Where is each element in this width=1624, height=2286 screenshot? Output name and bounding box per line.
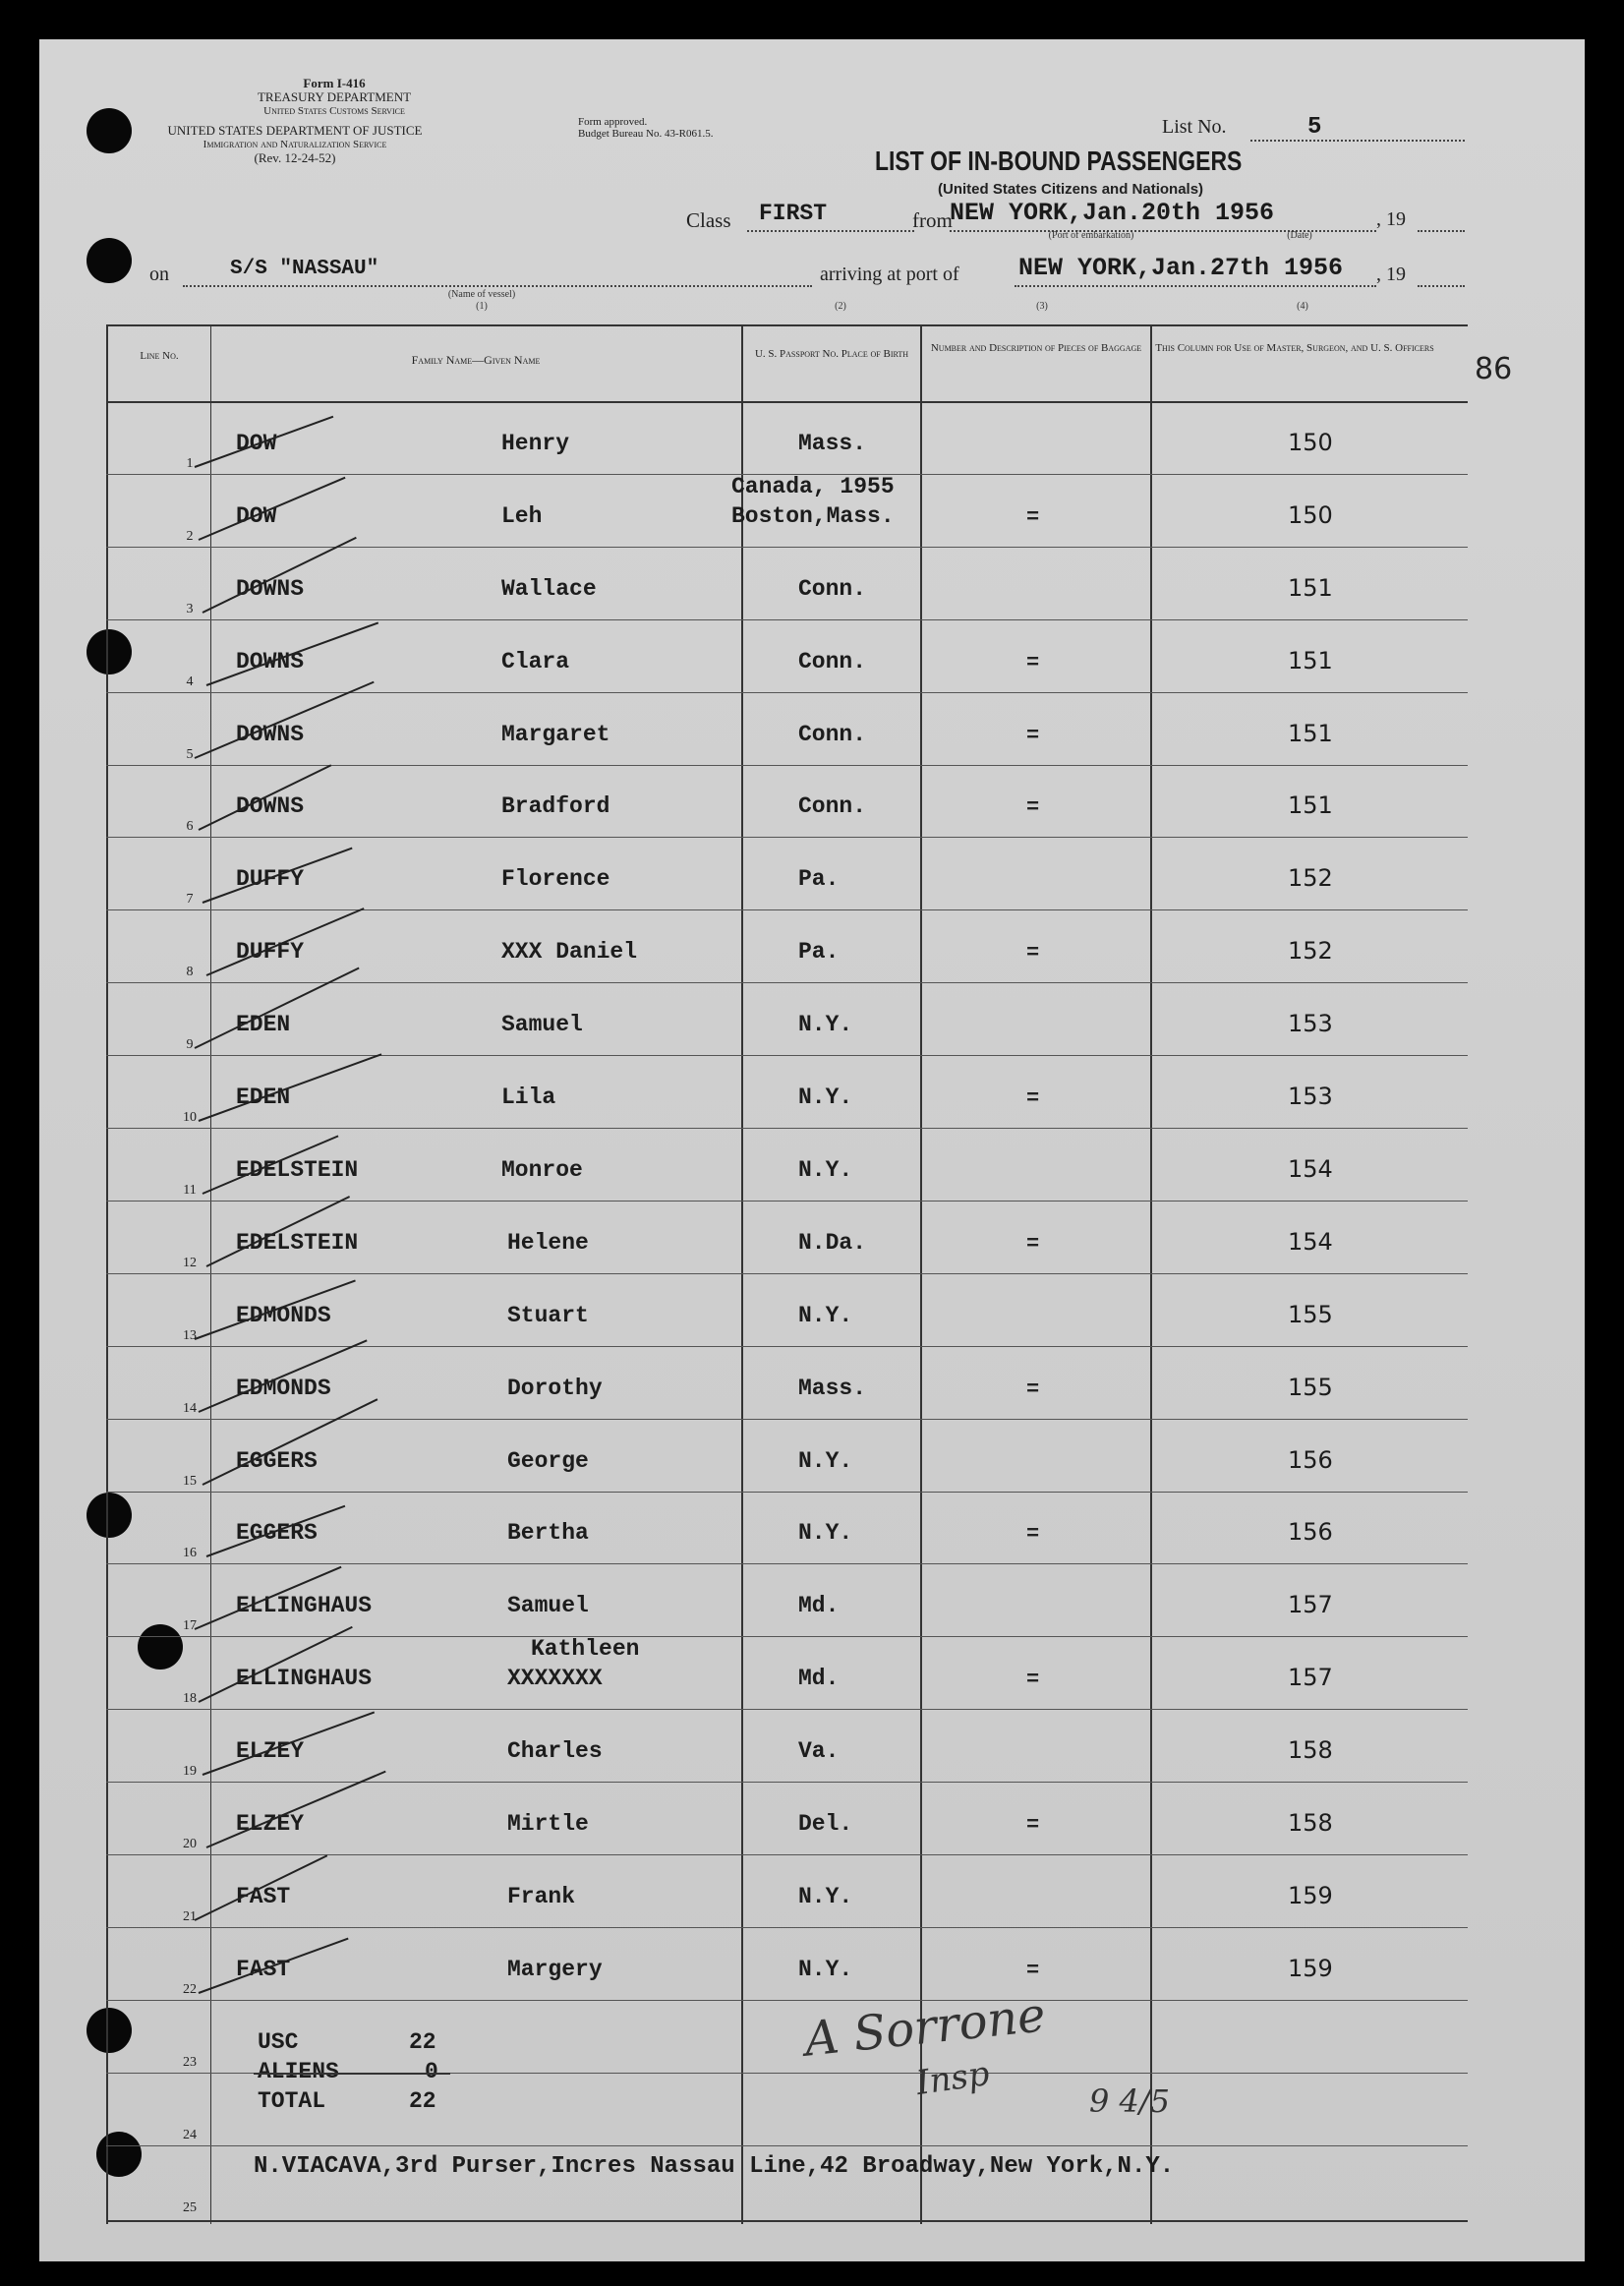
given-name: Samuel xyxy=(501,1012,583,1038)
header-rule xyxy=(106,401,1468,403)
officer-number: 158 xyxy=(1288,1736,1333,1765)
ditto-mark: = xyxy=(1026,1231,1040,1257)
form-number: Form I-416 xyxy=(303,76,366,90)
place-of-birth: Va. xyxy=(798,1738,840,1765)
given-name: Wallace xyxy=(501,575,597,602)
total-value: 22 xyxy=(409,2088,436,2114)
given-name: Charles xyxy=(507,1738,603,1765)
place-of-birth: Pa. xyxy=(798,866,840,893)
vessel-caption: (Name of vessel) xyxy=(447,289,516,300)
given-name: XXX Daniel xyxy=(501,939,638,966)
from-label: from xyxy=(912,208,953,232)
officer-number: 151 xyxy=(1288,791,1333,820)
line-number: 22 xyxy=(183,1981,197,1997)
vessel-name: S/S "NASSAU" xyxy=(230,258,379,280)
family-name: ELZEY xyxy=(236,1811,305,1837)
officer-number: 151 xyxy=(1288,646,1333,674)
row-rule xyxy=(106,1055,1468,1056)
place-of-birth: N.Y. xyxy=(798,1156,853,1183)
col-officers: This Column for Use of Master, Surgeon, and U. S. Officers xyxy=(1155,342,1434,354)
row-rule xyxy=(106,1709,1468,1710)
family-name: ELLINGHAUS xyxy=(236,1666,373,1692)
ditto-mark: = xyxy=(1026,1377,1040,1402)
port-caption: (Port of embarkation) xyxy=(1048,230,1134,241)
row-rule xyxy=(106,1419,1468,1420)
row-rule xyxy=(106,1563,1468,1564)
place-of-birth: Conn. xyxy=(798,721,867,747)
place-of-birth: N.Y. xyxy=(798,1956,853,1982)
family-name: DOW xyxy=(236,502,277,529)
vessel-caption-num: (1) xyxy=(476,301,488,312)
caption-3: (3) xyxy=(1036,301,1048,312)
row-rule xyxy=(106,1636,1468,1637)
form-title: LIST OF IN-BOUND PASSENGERS xyxy=(875,146,1243,176)
row-rule xyxy=(106,1492,1468,1493)
form-subtitle: (United States Citizens and Nationals) xyxy=(938,181,1204,198)
line-number: 16 xyxy=(183,1546,197,1561)
approval-block xyxy=(578,116,713,140)
col-baggage: Number and Description of Pieces of Baggage xyxy=(930,342,1142,354)
place-of-birth: N.Y. xyxy=(798,1302,853,1328)
class-value: FIRST xyxy=(759,201,828,226)
line-number: 9 xyxy=(186,1037,194,1053)
family-name: DOWNS xyxy=(236,575,305,602)
family-name: ELZEY xyxy=(236,1738,305,1765)
aliens-value: 0 xyxy=(425,2059,438,2084)
caption-2: (2) xyxy=(835,301,846,312)
line-number: 10 xyxy=(183,1110,197,1125)
place-of-birth: N.Y. xyxy=(798,1883,853,1909)
purser-line: N.VIACAVA,3rd Purser,Incres Nassau Line,42 Broadway,New York,N.Y. xyxy=(254,2153,1175,2180)
place-of-birth: Conn. xyxy=(798,648,867,674)
officer-number: 158 xyxy=(1288,1809,1333,1837)
inspector-title: Insp xyxy=(913,2054,992,2103)
family-name: DOW xyxy=(236,430,277,456)
strike-line xyxy=(254,2073,450,2075)
form-approved: Form approved. xyxy=(578,116,648,128)
line-number: 4 xyxy=(186,674,194,689)
row-rule xyxy=(106,1927,1468,1928)
on-label: on xyxy=(149,264,169,285)
line-number: 18 xyxy=(183,1691,197,1707)
officer-number: 150 xyxy=(1288,428,1333,456)
year-suffix-1: , 19 xyxy=(1376,208,1406,230)
given-name: Margery xyxy=(507,1956,603,1982)
class-label: Class xyxy=(686,208,731,232)
col-passport: U. S. Passport No. Place of Birth xyxy=(754,348,909,360)
line-number: 3 xyxy=(186,601,194,616)
row-rule xyxy=(106,982,1468,983)
line-number: 20 xyxy=(183,1837,197,1851)
family-name: EDEN xyxy=(236,1012,291,1038)
given-name: Bradford xyxy=(501,793,610,820)
officer-number: 154 xyxy=(1288,1227,1333,1256)
given-name: Margaret xyxy=(501,721,610,747)
punch-hole xyxy=(87,238,132,283)
line-number: 8 xyxy=(186,965,194,980)
place-of-birth: Pa. xyxy=(798,939,840,966)
line-number: 21 xyxy=(183,1908,197,1924)
place-of-birth: Conn. xyxy=(798,793,867,820)
place-of-birth: N.Y. xyxy=(798,1447,853,1474)
justice-dept: UNITED STATES DEPARTMENT OF JUSTICE xyxy=(167,123,423,138)
given-name: Leh xyxy=(501,502,543,529)
line-number: 7 xyxy=(186,892,194,908)
officer-number: 151 xyxy=(1288,719,1333,747)
given-name: Samuel xyxy=(507,1593,589,1619)
list-no-label: List No. xyxy=(1162,116,1227,138)
treasury-dept: TREASURY DEPARTMENT xyxy=(257,89,412,104)
arriving-value: NEW YORK,Jan.27th 1956 xyxy=(1018,254,1344,282)
line-number: 13 xyxy=(183,1327,197,1343)
row-rule xyxy=(106,1128,1468,1129)
place-of-birth: Md. xyxy=(798,1593,840,1619)
officer-number: 154 xyxy=(1288,1154,1333,1183)
col-name: Family Name—Given Name xyxy=(411,353,541,367)
place-of-birth: Md. xyxy=(798,1666,840,1692)
ditto-mark: = xyxy=(1026,650,1040,675)
handwritten-note: 9 4/5 xyxy=(1089,2082,1171,2120)
family-name: EDMONDS xyxy=(236,1375,331,1401)
ditto-mark: = xyxy=(1026,504,1040,530)
row-rule xyxy=(106,2000,1468,2001)
row-rule xyxy=(106,837,1468,838)
row-rule xyxy=(106,619,1468,620)
line-number: 25 xyxy=(183,2199,197,2215)
line-number: 1 xyxy=(186,455,194,471)
place-of-birth: Mass. xyxy=(798,430,867,456)
given-name: Mirtle xyxy=(507,1811,589,1837)
arriving-label: arriving at port of xyxy=(820,264,959,285)
line-number: 12 xyxy=(183,1255,197,1270)
place-of-birth: N.Y. xyxy=(798,1084,853,1110)
place-of-birth: N.Da. xyxy=(798,1229,867,1256)
family-name: ELLINGHAUS xyxy=(236,1593,373,1619)
given-name: Bertha xyxy=(507,1520,589,1547)
family-name: DOWNS xyxy=(236,721,305,747)
usc-label: USC xyxy=(258,2029,299,2055)
line-number: 11 xyxy=(183,1182,197,1198)
officer-number: 159 xyxy=(1288,1881,1333,1909)
officer-number: 150 xyxy=(1288,500,1333,529)
page-number: 86 xyxy=(1475,352,1513,386)
caption-4: (4) xyxy=(1297,301,1308,312)
given-note: Kathleen xyxy=(531,1636,640,1663)
family-name: DOWNS xyxy=(236,793,305,820)
ins-service: Immigration and Naturalization Service xyxy=(203,139,387,150)
row-rule xyxy=(106,909,1468,910)
line-number: 24 xyxy=(183,2127,197,2142)
given-name: Monroe xyxy=(501,1156,583,1183)
col-line-no: Line No. xyxy=(140,350,179,362)
ditto-mark: = xyxy=(1026,941,1040,967)
passenger-table xyxy=(106,324,1468,2224)
aliens-label: ALIENS xyxy=(258,2059,339,2084)
list-no-value: 5 xyxy=(1307,114,1322,141)
given-name: Frank xyxy=(507,1883,576,1909)
officer-number: 157 xyxy=(1288,1664,1333,1692)
family-name: EDEN xyxy=(236,1084,291,1110)
customs-service: United States Customs Service xyxy=(263,105,405,117)
officer-number: 151 xyxy=(1288,573,1333,602)
place-of-birth: Conn. xyxy=(798,575,867,602)
line-number: 14 xyxy=(183,1400,197,1416)
given-name: Henry xyxy=(501,430,570,456)
table-bottom-rule xyxy=(106,2220,1468,2222)
family-name: FAST xyxy=(236,1883,291,1909)
family-name: EGGERS xyxy=(236,1520,318,1547)
officer-number: 152 xyxy=(1288,937,1333,966)
ditto-mark: = xyxy=(1026,1522,1040,1548)
officer-number: 159 xyxy=(1288,1954,1333,1982)
row-rule xyxy=(106,2145,1468,2146)
ditto-mark: = xyxy=(1026,1086,1040,1111)
ditto-mark: = xyxy=(1026,1668,1040,1693)
row-rule xyxy=(106,1273,1468,1274)
row-rule xyxy=(106,1782,1468,1783)
given-name: Helene xyxy=(507,1229,589,1256)
officer-number: 155 xyxy=(1288,1373,1333,1401)
given-name: Clara xyxy=(501,648,570,674)
usc-value: 22 xyxy=(409,2029,436,2055)
family-name: EDMONDS xyxy=(236,1302,331,1328)
family-name: DUFFY xyxy=(236,939,305,966)
officer-number: 156 xyxy=(1288,1445,1333,1474)
place-of-birth: Mass. xyxy=(798,1375,867,1401)
family-name: EDELSTEIN xyxy=(236,1156,359,1183)
line-number: 15 xyxy=(183,1473,197,1489)
ditto-mark: = xyxy=(1026,795,1040,821)
place-of-birth: N.Y. xyxy=(798,1520,853,1547)
officer-number: 153 xyxy=(1288,1010,1333,1038)
birth-note: Canada, 1955 xyxy=(731,473,895,499)
place-of-birth: Del. xyxy=(798,1811,853,1837)
revision: (Rev. 12-24-52) xyxy=(254,150,336,165)
row-rule xyxy=(106,547,1468,548)
given-name: Florence xyxy=(501,866,610,893)
place-of-birth: N.Y. xyxy=(798,1012,853,1038)
ditto-mark: = xyxy=(1026,723,1040,748)
officer-number: 152 xyxy=(1288,864,1333,893)
row-rule xyxy=(106,1346,1468,1347)
ditto-mark: = xyxy=(1026,1958,1040,1983)
family-name: EGGERS xyxy=(236,1447,318,1474)
row-rule xyxy=(106,765,1468,766)
line-number: 19 xyxy=(183,1764,197,1780)
row-rule xyxy=(106,1201,1468,1202)
family-name: EDELSTEIN xyxy=(236,1229,359,1256)
officer-number: 153 xyxy=(1288,1083,1333,1110)
line-number: 17 xyxy=(183,1618,197,1634)
line-number: 2 xyxy=(186,528,194,544)
inspector-signature: A Sorrone xyxy=(801,1987,1049,2068)
given-name: XXXXXXX xyxy=(507,1666,603,1692)
family-name: FAST xyxy=(236,1956,291,1982)
officer-number: 157 xyxy=(1288,1591,1333,1619)
place-of-birth: Boston,Mass. xyxy=(731,502,895,529)
from-value: NEW YORK,Jan.20th 1956 xyxy=(950,199,1275,227)
given-name: Dorothy xyxy=(507,1375,603,1401)
given-name: Lila xyxy=(501,1084,556,1110)
row-rule xyxy=(106,692,1468,693)
given-name: George xyxy=(507,1447,589,1474)
line-number: 6 xyxy=(186,819,194,835)
line-number: 5 xyxy=(186,746,194,762)
given-name: Stuart xyxy=(507,1302,589,1328)
family-name: DOWNS xyxy=(236,648,305,674)
row-rule xyxy=(106,1854,1468,1855)
officer-number: 156 xyxy=(1288,1518,1333,1547)
total-label: TOTAL xyxy=(258,2088,326,2114)
officer-number: 155 xyxy=(1288,1300,1333,1328)
budget-bureau: Budget Bureau No. 43-R061.5. xyxy=(578,128,714,140)
ditto-mark: = xyxy=(1026,1813,1040,1838)
agency-block xyxy=(108,77,482,165)
line-number: 23 xyxy=(183,2054,197,2070)
family-name: DUFFY xyxy=(236,866,305,893)
date-caption: (Date) xyxy=(1287,230,1312,241)
year-suffix-2: , 19 xyxy=(1376,264,1406,285)
